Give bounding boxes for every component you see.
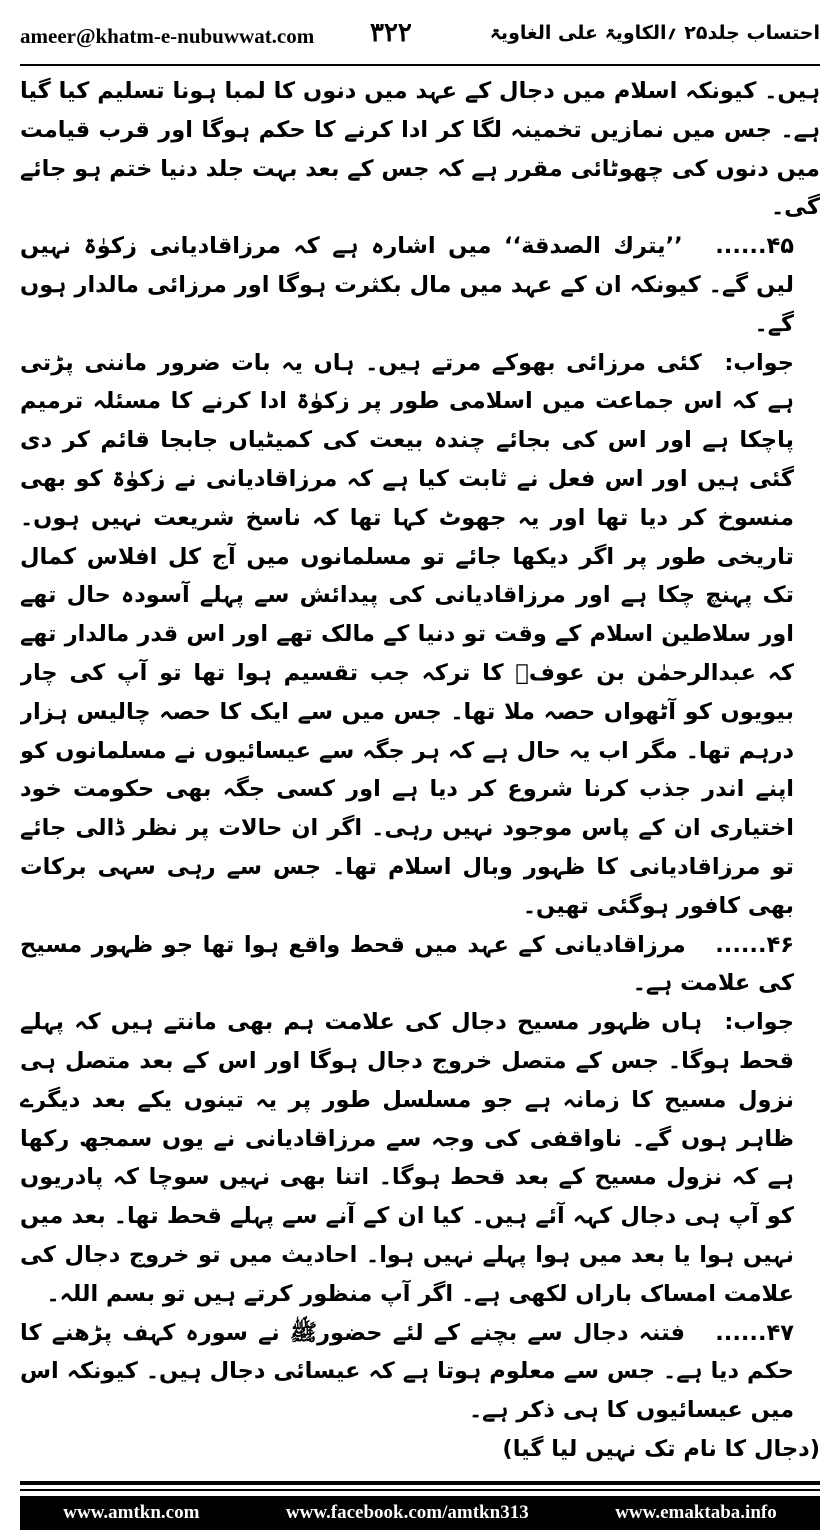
item-47-number: ۴۷......	[715, 1319, 794, 1346]
footer-link-emaktaba[interactable]: www.emaktaba.info	[615, 1502, 777, 1523]
answer-label: جواب:	[724, 349, 794, 376]
footer-divider-thick	[20, 1481, 820, 1485]
book-title: احتساب جلد۲۵ ؍الکاویۃ علی الغاویۃ	[489, 22, 820, 44]
item-45-arabic-quote: ’’یترك الصدقة‘‘	[504, 233, 683, 260]
footer-link-amtkn[interactable]: www.amtkn.com	[63, 1502, 200, 1523]
answer-46-text: ہاں ظہور مسیح دجال کی علامت ہم بھی مانتے ہیں کہ پہلے قحط ہوگا۔ جس کے متصل خروج دجال ہوگا اور اس کے بعد متصل ہی نزول مسیح کا زمانہ ہے جو مسلسل طور پر یہ تینوں یکے بعد دیگرے ظاہر ہوں گے۔ ناواقفی کی وجہ سے مرزاقادیانی نے یوں سمجھ رکھا ہے کہ نزول مسیح کے بعد قحط ہوگا۔ اتنا بھی نہیں سوچا کہ پادریوں کو آپ ہی دجال کہہ آئے ہیں۔ کیا ان کے آنے سے پہلے قحط تھا۔ بعد میں نہیں ہوا یا بعد میں ہوا پہلے نہیں ہوا۔ احادیث میں تو خروج دجال کی علامت امساک باراں لکھی ہے۔ اگر آپ منظور کرتے ہیں تو بسم اللہ۔	[20, 1009, 794, 1307]
page-body	[20, 72, 820, 1462]
item-46	[20, 926, 820, 1004]
answer-45	[20, 344, 820, 926]
answer-45-text: کئی مرزائی بھوکے مرتے ہیں۔ ہاں یہ بات ضرور ماننی پڑتی ہے کہ اس جماعت میں اسلامی طور پر زکوٰۃ ادا کرنے کا مسئلہ ترمیم پاچکا ہے اور اس کی بجائے چندہ بیعت کی کمیٹیاں جابجا قائم کر دی گئی ہیں اور اس فعل نے ثابت کیا ہے کہ مرزاقادیانی نے زکوٰۃ کو بھی منسوخ کر دیا تھا اور یہ جھوٹ کہا تھا کہ ناسخ شریعت نہیں ہوں۔ تاریخی طور پر اگر دیکھا جائے تو مسلمانوں میں آج کل افلاس کمال تک پہنچ چکا ہے اور مرزاقادیانی کی پیدائش سے پہلے آسودہ حال تھے اور سلاطین اسلام کے وقت تو دنیا کے مالک تھے اور اس قدر مالدار تھے کہ عبدالرحمٰن بن عوفؓ کا ترکہ جب تقسیم ہوا تھا تو آپ کی چار بیویوں کو آٹھواں حصہ ملا تھا۔ جس میں سے ایک کا حصہ چالیس ہزار درہم تھا۔ مگر اب یہ حال ہے کہ ہر جگہ سے عیسائیوں نے مسلمانوں کو اپنے اندر جذب کرنا شروع کر دیا ہے اور کسی جگہ بھی حکومت خود اختیاری ان کے پاس موجود نہیں رہی۔ اگر ان حالات پر نظر ڈالی جائے تو مرزاقادیانی کا ظہور وبال اسلام تھا۔ جس سے رہی سہی برکات بھی کافور ہوگئی تھیں۔	[20, 349, 794, 919]
item-47-note: (دجال کا نام تک نہیں لیا گیا)	[502, 1435, 820, 1462]
page-header	[20, 18, 820, 58]
item-46-text: مرزاقادیانی کے عہد میں قحط واقع ہوا تھا جو ظہور مسیح کی علامت ہے۔	[20, 931, 794, 997]
item-47	[20, 1314, 820, 1430]
item-45-text: میں اشارہ ہے کہ مرزاقادیانی زکوٰۃ نہیں لیں گے۔ کیونکہ ان کے عہد میں مال بکثرت ہوگا اور مرزائی مالدار ہوں گے۔	[20, 233, 794, 337]
footer-link-facebook[interactable]: www.facebook.com/amtkn313	[285, 1502, 529, 1523]
answer-46	[20, 1003, 820, 1313]
header-email[interactable]: ameer@khatm-e-nubuwwat.com	[20, 24, 315, 48]
header-divider	[20, 64, 820, 66]
page-number: ۳۲۲	[370, 18, 412, 48]
answer-label: جواب:	[724, 1009, 794, 1036]
paragraph-intro: ہیں۔ کیونکہ اسلام میں دجال کے عہد میں دنوں کا لمبا ہونا تسلیم کیا گیا ہے۔ جس میں نمازیں تخمینہ لگا کر ادا کرنے کا حکم ہوگا اور قرب قیامت میں دنوں کی چھوٹائی مقرر ہے کہ جس کے بعد بہت جلد دنیا ختم ہو جائے گی۔	[20, 78, 820, 221]
item-45	[20, 227, 820, 343]
footer-links-bar	[20, 1496, 820, 1530]
footer-divider-thin	[20, 1489, 820, 1491]
item-46-number: ۴۶......	[715, 931, 794, 958]
item-45-number: ۴۵......	[715, 233, 794, 260]
item-47-text: فتنہ دجال سے بچنے کے لئے حضورﷺ نے سورہ کہف پڑھنے کا حکم دیا ہے۔ جس سے معلوم ہوتا ہے کہ عیسائی دجال ہیں۔ کیونکہ اس میں عیسائیوں کا ہی ذکر ہے۔	[20, 1319, 794, 1424]
